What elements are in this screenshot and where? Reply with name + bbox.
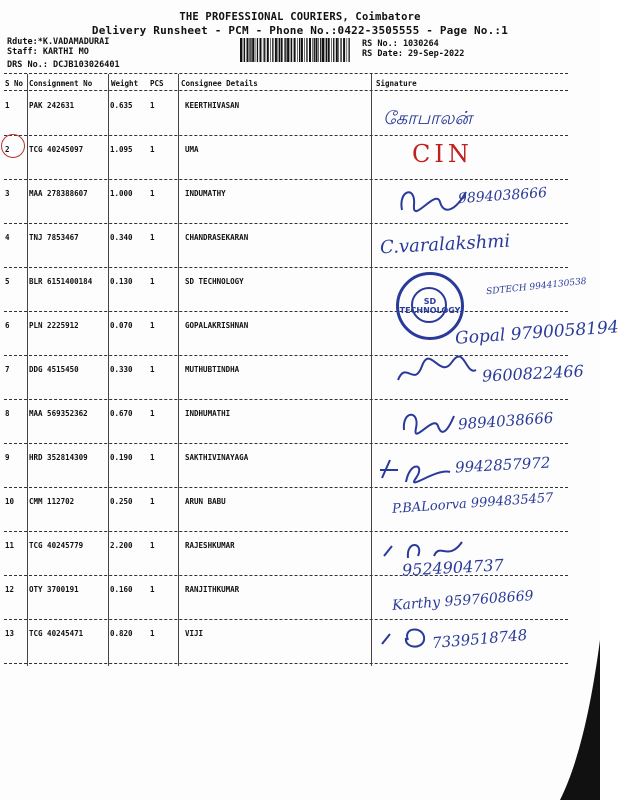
row-weight: 0.635 [110, 101, 133, 110]
signature-row-7: 9600822466 [481, 361, 585, 386]
barcode-bar [322, 38, 324, 62]
row-pcs: 1 [150, 101, 155, 110]
row-weight: 0.330 [110, 365, 133, 374]
barcode-bar [285, 38, 286, 62]
barcode-bar [240, 38, 242, 62]
row-consignment-no: CMM 112702 [29, 497, 75, 506]
row-sno: 4 [5, 233, 10, 242]
page-fold-shadow [540, 640, 600, 800]
row-separator [4, 531, 568, 532]
row-pcs: 1 [150, 409, 155, 418]
barcode-bar [279, 38, 280, 62]
row-sno: 6 [5, 321, 10, 330]
row-separator [4, 663, 568, 664]
barcode-bar [347, 38, 348, 62]
row-weight: 0.670 [110, 409, 133, 418]
barcode-bar [318, 38, 319, 62]
barcode-bar [264, 38, 265, 62]
barcode-bar [244, 38, 245, 62]
col-sno-header: S No [5, 79, 24, 88]
row-consignment-no: MAA 278388607 [29, 189, 88, 198]
barcode-bar [306, 38, 307, 62]
barcode-bar [247, 38, 249, 62]
row-weight: 0.130 [110, 277, 133, 286]
barcode-bar [263, 38, 264, 62]
barcode-bar [267, 38, 269, 62]
barcode-bar [325, 38, 326, 62]
barcode-bar [257, 38, 258, 62]
row-consignee: MUTHUBTINDHA [185, 365, 240, 374]
barcode-bar [349, 38, 350, 62]
row-pcs: 1 [150, 233, 155, 242]
row-pcs: 1 [150, 189, 155, 198]
table-row [0, 93, 600, 137]
row-consignment-no: TCG 40245097 [29, 145, 84, 154]
barcode-bar [287, 38, 289, 62]
barcode-bar [320, 38, 321, 62]
col-consignment-header: Consignment No [29, 79, 93, 88]
row-consignee: RANJITHKUMAR [185, 585, 240, 594]
barcode-bar [312, 38, 313, 62]
barcode-bar [291, 38, 292, 62]
row-separator [4, 223, 568, 224]
barcode-bar [270, 38, 271, 62]
barcode-bar [272, 38, 273, 62]
barcode-bar [250, 38, 251, 62]
signature-scrawl-11 [378, 536, 468, 566]
staff-label: Staff: KARTHI MO [7, 47, 89, 57]
row-weight: 0.250 [110, 497, 133, 506]
row-sno: 9 [5, 453, 10, 462]
row-consignment-no: TCG 40245779 [29, 541, 84, 550]
row-consignee: INDUMATHY [185, 189, 226, 198]
barcode-bar [249, 38, 250, 62]
row-consignee: UMA [185, 145, 199, 154]
table-row [0, 533, 600, 580]
row-consignment-no: PLN 2225912 [29, 321, 79, 330]
row-consignee: KEERTHIVASAN [185, 101, 240, 110]
signature-row-12: Karthy 9597608669 [391, 588, 534, 614]
row-sno: 12 [5, 585, 15, 594]
barcode-bar [243, 38, 244, 62]
barcode-bar [290, 38, 291, 62]
signature-row-1: கோபாலன் [383, 108, 472, 129]
row-consignee: SAKTHIVINAYAGA [185, 453, 249, 462]
row-separator [4, 487, 568, 488]
company-stamp [396, 272, 464, 340]
row-consignee: CHANDRASEKARAN [185, 233, 249, 242]
header-bottom-rule [4, 90, 568, 91]
row-pcs: 1 [150, 629, 155, 638]
rs-number: RS No.: 1030264 [362, 39, 439, 49]
signature-scrawl-9 [376, 454, 456, 488]
barcode-bar [316, 38, 318, 62]
barcode-bar [301, 38, 303, 62]
row-pcs: 1 [150, 497, 155, 506]
row-separator [4, 135, 568, 136]
rs-date: RS Date: 29-Sep-2022 [362, 49, 465, 59]
col-pcs-header: PCS [150, 79, 164, 88]
row-sno: 11 [5, 541, 15, 550]
row-pcs: 1 [150, 365, 155, 374]
barcode-bar [328, 38, 330, 62]
signature-row-11: 9524904737 [401, 555, 505, 580]
signature-scrawl-7 [392, 352, 482, 392]
barcode-bar [309, 38, 311, 62]
row-pcs: 1 [150, 585, 155, 594]
barcode-bar [284, 38, 285, 62]
barcode-bar [281, 38, 283, 62]
row-weight: 0.340 [110, 233, 133, 242]
row-pcs: 1 [150, 277, 155, 286]
row-consignment-no: PAK 242631 [29, 101, 75, 110]
row-sno: 13 [5, 629, 15, 638]
pen-circle-mark [1, 134, 25, 158]
signature-row-9: 9942857972 [454, 453, 551, 477]
row-pcs: 1 [150, 453, 155, 462]
signature-row-10: P.BALoorva 9994835457 [391, 490, 554, 517]
row-separator [4, 267, 568, 268]
barcode-bar [304, 38, 305, 62]
barcode-bar [331, 38, 332, 62]
row-weight: 0.070 [110, 321, 133, 330]
barcode-bar [343, 38, 345, 62]
row-sno: 5 [5, 277, 10, 286]
signature-scrawl-13 [376, 622, 436, 656]
barcode-bar [260, 38, 262, 62]
route-label: Rdute:*K.VADAMADURAI [7, 37, 110, 47]
row-separator [4, 311, 568, 312]
signature-row-2: CIN [412, 140, 473, 168]
col-signature-header: Signature [376, 79, 417, 88]
row-sno: 10 [5, 497, 15, 506]
signature-row-5: SDTECH 9944130538 [485, 276, 588, 298]
row-separator [4, 355, 568, 356]
row-pcs: 1 [150, 541, 155, 550]
signature-row-3: 9894038666 [457, 184, 548, 208]
row-consignee: SD TECHNOLOGY [185, 277, 244, 286]
drs-number: DRS No.: DCJB103026401 [7, 60, 120, 70]
barcode-bar [336, 38, 338, 62]
row-consignee: VIJI [185, 629, 204, 638]
row-weight: 0.820 [110, 629, 133, 638]
signature-scrawl-3 [396, 180, 486, 220]
row-consignee: INDHUMATHI [185, 409, 231, 418]
row-consignee: ARUN BABU [185, 497, 226, 506]
barcode-bar [297, 38, 298, 62]
sheet-title: Delivery Runsheet - PCM - Phone No.:0422-3505555 - Page No.:1 [91, 24, 509, 37]
row-consignee: GOPALAKRISHNAN [185, 321, 249, 330]
barcode-bar [333, 38, 334, 62]
row-weight: 1.000 [110, 189, 133, 198]
row-sno: 7 [5, 365, 10, 374]
row-separator [4, 443, 568, 444]
table-row [0, 137, 600, 181]
row-consignment-no: TCG 40245471 [29, 629, 84, 638]
row-weight: 2.200 [110, 541, 133, 550]
barcode-bar [299, 38, 300, 62]
row-separator [4, 619, 568, 620]
barcode-bar [340, 38, 341, 62]
signature-row-4: C.varalakshmi [379, 230, 511, 259]
barcode-bar [294, 38, 296, 62]
row-pcs: 1 [150, 321, 155, 330]
stamp-text: SD TECHNOLOGY [399, 297, 461, 315]
row-weight: 1.095 [110, 145, 133, 154]
header-top-rule [4, 73, 568, 74]
row-consignment-no: MAA 569352362 [29, 409, 88, 418]
signature-row-6: Gopal 9790058194 [454, 317, 619, 349]
row-sno: 8 [5, 409, 10, 418]
col-consignee-header: Consignee Details [181, 79, 258, 88]
row-consignment-no: TNJ 7853467 [29, 233, 79, 242]
row-consignment-no: HRD 352814309 [29, 453, 88, 462]
row-consignment-no: DDG 4515450 [29, 365, 79, 374]
barcode-bar [338, 38, 339, 62]
barcode-bar [275, 38, 277, 62]
barcode-bar [252, 38, 254, 62]
row-consignment-no: BLR 6151400184 [29, 277, 93, 286]
row-weight: 0.190 [110, 453, 133, 462]
barcode-bar [326, 38, 327, 62]
row-consignment-no: OTY 3700191 [29, 585, 79, 594]
row-weight: 0.160 [110, 585, 133, 594]
barcode-bar [255, 38, 256, 62]
barcode-image [240, 38, 350, 62]
row-sno: 1 [5, 101, 10, 110]
row-separator [4, 399, 568, 400]
signature-row-8: 9894038666 [457, 408, 554, 434]
barcode-bar [314, 38, 315, 62]
row-sno: 3 [5, 189, 10, 198]
col-weight-header: Weight [111, 79, 139, 88]
row-pcs: 1 [150, 145, 155, 154]
row-sno: 2 [5, 145, 10, 154]
signature-scrawl-8 [398, 404, 458, 438]
signature-row-13: 7339518748 [431, 625, 529, 653]
barcode-bar [278, 38, 279, 62]
row-consignee: RAJESHKUMAR [185, 541, 235, 550]
company-title: THE PROFESSIONAL COURIERS, Coimbatore [179, 11, 421, 23]
